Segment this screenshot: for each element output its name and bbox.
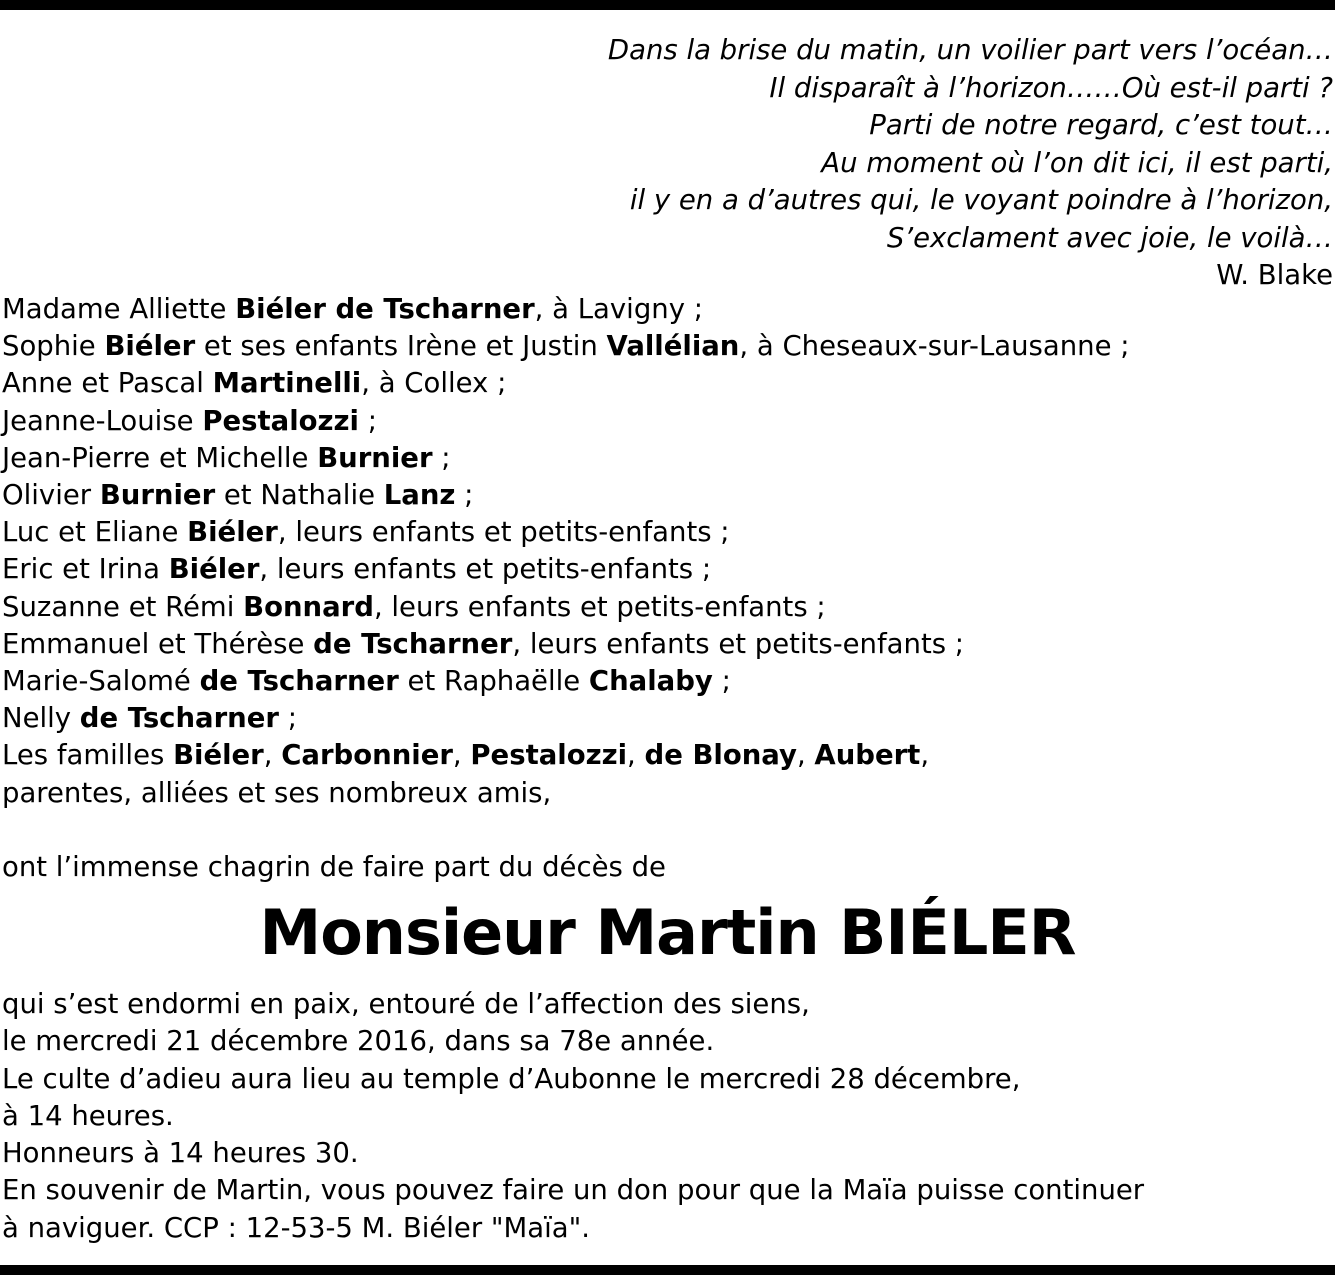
family-text: Nelly <box>2 702 80 735</box>
family-text: parentes, alliées et ses nombreux amis, <box>2 776 552 809</box>
family-text: ; <box>278 702 297 735</box>
family-text: , <box>263 739 282 772</box>
family-text: , <box>452 739 471 772</box>
family-text: Eric et Irina <box>2 553 169 586</box>
family-text: , <box>796 739 815 772</box>
family-text: ; <box>358 404 377 437</box>
family-text: ; <box>432 441 451 474</box>
family-surname: Carbonnier <box>281 739 453 772</box>
details-line: qui s’est endormi en paix, entouré de l’affection des siens, <box>2 988 810 1020</box>
family-text: Sophie <box>2 330 105 363</box>
family-text: Madame Alliette <box>2 293 236 325</box>
family-text: Marie-Salomé <box>2 665 200 698</box>
family-surname: Pestalozzi <box>202 404 359 437</box>
family-surname: de Tscharner <box>79 702 279 735</box>
family-text: , leurs enfants et petits-enfants ; <box>259 553 712 586</box>
family-line <box>2 440 1322 477</box>
poem-line: S’exclament avec joie, le voilà… <box>886 221 1333 254</box>
family-text: , à Lavigny ; <box>534 293 703 325</box>
family-surname: Pestalozzi <box>470 739 628 772</box>
details-line: Honneurs à 14 heures 30. <box>2 1137 359 1170</box>
family-text: , <box>920 739 930 772</box>
family-text: et ses enfants Irène et Justin <box>195 330 607 363</box>
family-surname: Bonnard <box>243 590 374 623</box>
family-surname: Burnier <box>99 479 216 512</box>
family-surname: de Tscharner <box>199 665 399 698</box>
family-line <box>2 365 1322 402</box>
family-text: et Raphaëlle <box>398 665 589 698</box>
family-surname: Biéler <box>104 330 196 363</box>
family-line <box>2 775 1322 812</box>
service-details <box>2 986 1322 1247</box>
family-line <box>2 626 1322 663</box>
family-text: Emmanuel et Thérèse <box>2 627 314 660</box>
family-surname: Biéler de Tscharner <box>235 293 535 325</box>
family-line <box>2 663 1322 700</box>
poem-quote <box>433 32 1333 295</box>
family-surname: Burnier <box>317 441 433 474</box>
family-text: ; <box>712 665 731 698</box>
family-line <box>2 700 1322 737</box>
family-surname: Chalaby <box>588 665 713 698</box>
family-surname: de Blonay <box>644 739 797 772</box>
family-line <box>2 328 1322 365</box>
family-text: , <box>627 739 645 772</box>
family-surname: Lanz <box>383 479 456 512</box>
family-line <box>2 589 1322 626</box>
family-text: Les familles <box>2 739 174 772</box>
family-surname: Biéler <box>168 553 260 586</box>
family-text: , leurs enfants et petits-enfants ; <box>512 627 965 660</box>
details-line: à naviguer. CCP : 12-53-5 M. Biéler "Maïa". <box>2 1211 591 1244</box>
family-line <box>2 403 1322 440</box>
bottom-border-rule <box>0 1265 1335 1275</box>
family-surname: Biéler <box>187 516 278 549</box>
family-text: , leurs enfants et petits-enfants ; <box>277 516 730 549</box>
family-text: Luc et Eliane <box>2 516 188 549</box>
details-line: à 14 heures. <box>2 1099 174 1132</box>
family-text: Anne et Pascal <box>2 367 213 400</box>
details-line: Le culte d’adieu aura lieu au temple d’Aubonne le mercredi 28 décembre, <box>2 1062 1021 1095</box>
family-surname: de Tscharner <box>313 627 513 660</box>
poem-line: il y en a d’autres qui, le voyant poindre à l’horizon, <box>629 184 1333 216</box>
family-text: Jeanne-Louise <box>2 404 203 437</box>
family-surname: Vallélian <box>606 330 740 363</box>
family-text: ; <box>455 479 474 512</box>
details-line: le mercredi 21 décembre 2016, dans sa 78e année. <box>2 1025 715 1058</box>
family-text: , leurs enfants et petits-enfants ; <box>373 590 826 623</box>
family-text: , à Cheseaux-sur-Lausanne ; <box>739 330 1130 363</box>
poem-line: Au moment où l’on dit ici, il est parti, <box>821 146 1333 179</box>
family-text: Jean-Pierre et Michelle <box>2 441 318 474</box>
top-border-rule <box>0 0 1335 10</box>
family-text: Suzanne et Rémi <box>2 590 244 623</box>
family-surname: Martinelli <box>212 367 362 400</box>
family-line <box>2 291 1322 328</box>
family-line <box>2 551 1322 588</box>
family-line <box>2 737 1322 774</box>
poem-line: Dans la brise du matin, un voilier part vers l’océan… <box>607 34 1333 66</box>
family-text: et Nathalie <box>215 479 384 512</box>
details-line: En souvenir de Martin, vous pouvez faire un don pour que la Maïa puisse continuer <box>2 1174 1145 1207</box>
poem-author: W. Blake <box>1216 259 1333 291</box>
family-text: , à Collex ; <box>361 367 507 400</box>
family-list <box>2 291 1322 812</box>
family-line <box>2 514 1322 551</box>
poem-line: Parti de notre regard, c’est tout… <box>869 109 1333 141</box>
announcement-text: ont l’immense chagrin de faire part du décès de <box>2 851 666 883</box>
deceased-name: Monsieur Martin BIÉLER <box>259 896 1076 969</box>
family-text: Olivier <box>2 479 100 512</box>
family-line <box>2 477 1322 514</box>
family-surname: Aubert <box>814 739 921 772</box>
poem-line: Il disparaît à l’horizon……Où est-il parti ? <box>769 71 1333 104</box>
family-surname: Biéler <box>173 739 264 772</box>
